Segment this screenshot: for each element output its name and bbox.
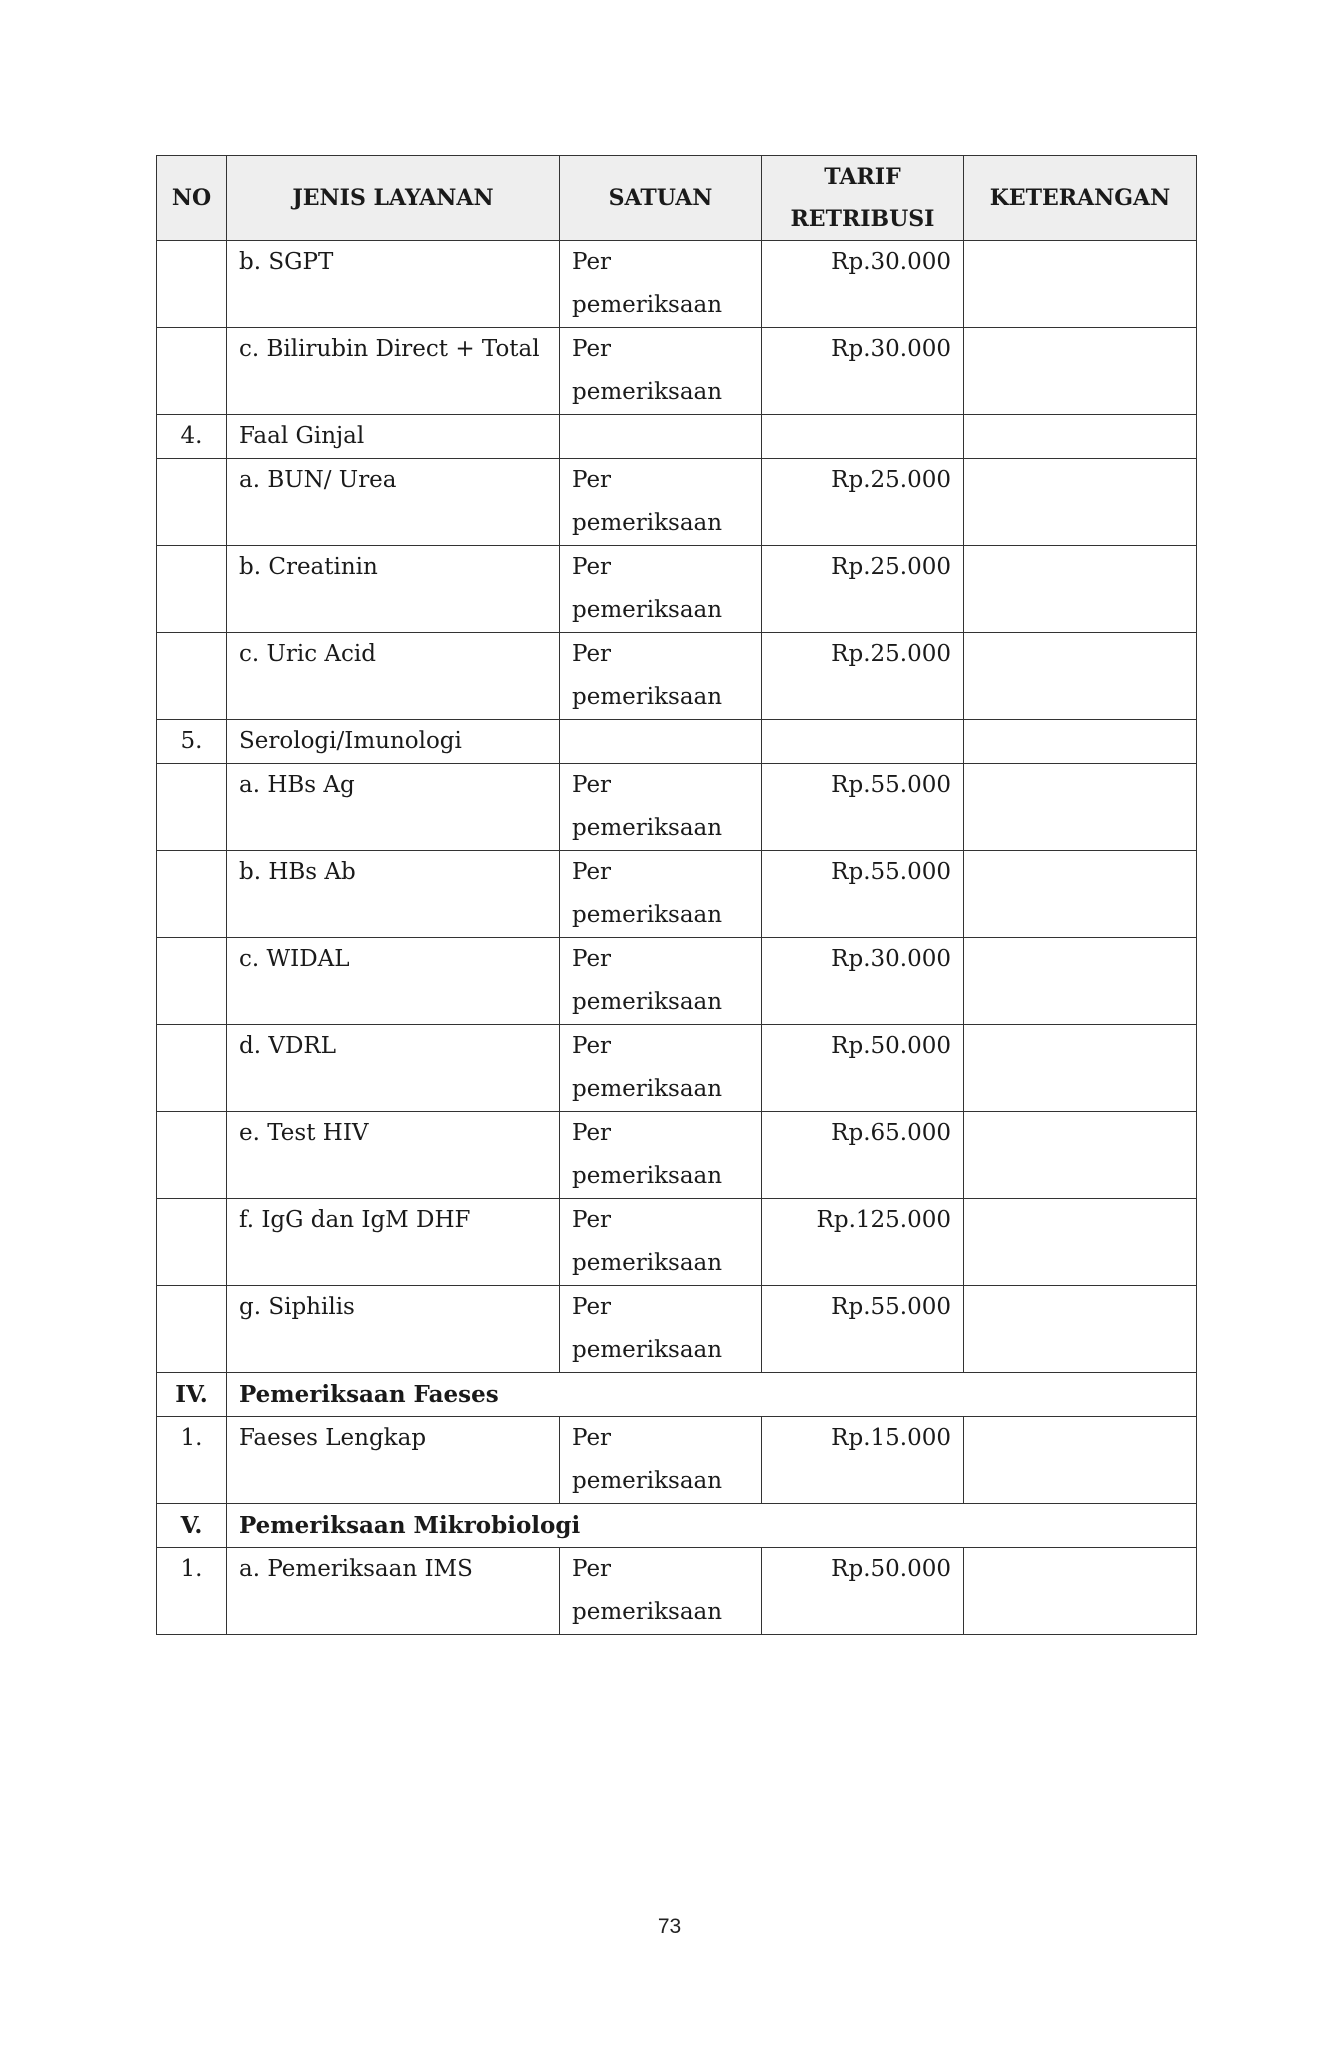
cell-no bbox=[157, 241, 227, 328]
cell-no: IV. bbox=[157, 1373, 227, 1417]
table-row bbox=[157, 1112, 1197, 1199]
cell-section-title: Pemeriksaan Mikrobiologi bbox=[227, 1504, 1197, 1548]
cell-jenis: d. VDRL bbox=[227, 1025, 560, 1112]
cell-jenis: b. Creatinin bbox=[227, 546, 560, 633]
table-row bbox=[157, 938, 1197, 1025]
cell-keterangan bbox=[964, 720, 1197, 764]
cell-jenis: c. Bilirubin Direct + Total bbox=[227, 328, 560, 415]
tariff-table bbox=[156, 155, 1197, 1635]
cell-tarif: Rp.50.000 bbox=[762, 1025, 964, 1112]
cell-jenis: Faeses Lengkap bbox=[227, 1417, 560, 1504]
cell-jenis: c. Uric Acid bbox=[227, 633, 560, 720]
table-row bbox=[157, 1025, 1197, 1112]
cell-tarif: Rp.25.000 bbox=[762, 546, 964, 633]
cell-keterangan bbox=[964, 1199, 1197, 1286]
cell-keterangan bbox=[964, 1112, 1197, 1199]
cell-satuan: Per pemeriksaan bbox=[560, 546, 762, 633]
cell-satuan: Per pemeriksaan bbox=[560, 241, 762, 328]
cell-keterangan bbox=[964, 1025, 1197, 1112]
cell-satuan: Per pemeriksaan bbox=[560, 938, 762, 1025]
cell-tarif: Rp.55.000 bbox=[762, 764, 964, 851]
cell-no bbox=[157, 851, 227, 938]
table-row bbox=[157, 851, 1197, 938]
cell-tarif: Rp.30.000 bbox=[762, 938, 964, 1025]
cell-tarif: Rp.30.000 bbox=[762, 328, 964, 415]
cell-keterangan bbox=[964, 546, 1197, 633]
table-row bbox=[157, 1548, 1197, 1635]
cell-no: 4. bbox=[157, 415, 227, 459]
cell-tarif bbox=[762, 415, 964, 459]
cell-no: 1. bbox=[157, 1548, 227, 1635]
cell-no: 1. bbox=[157, 1417, 227, 1504]
header-jenis-layanan: JENIS LAYANAN bbox=[227, 156, 560, 241]
cell-satuan: Per pemeriksaan bbox=[560, 1025, 762, 1112]
cell-jenis: f. IgG dan IgM DHF bbox=[227, 1199, 560, 1286]
table-row bbox=[157, 633, 1197, 720]
cell-tarif: Rp.25.000 bbox=[762, 633, 964, 720]
cell-keterangan bbox=[964, 459, 1197, 546]
cell-jenis: g. Siphilis bbox=[227, 1286, 560, 1373]
cell-no bbox=[157, 1286, 227, 1373]
cell-satuan: Per pemeriksaan bbox=[560, 633, 762, 720]
header-tarif-retribusi bbox=[762, 156, 964, 241]
header-keterangan: KETERANGAN bbox=[964, 156, 1197, 241]
cell-satuan: Per pemeriksaan bbox=[560, 764, 762, 851]
cell-tarif: Rp.30.000 bbox=[762, 241, 964, 328]
cell-keterangan bbox=[964, 1286, 1197, 1373]
cell-no: V. bbox=[157, 1504, 227, 1548]
cell-no bbox=[157, 459, 227, 546]
table-group-row bbox=[157, 415, 1197, 459]
cell-satuan: Per pemeriksaan bbox=[560, 1417, 762, 1504]
header-satuan: SATUAN bbox=[560, 156, 762, 241]
table-row bbox=[157, 1199, 1197, 1286]
table-row bbox=[157, 328, 1197, 415]
cell-no bbox=[157, 1199, 227, 1286]
cell-tarif: Rp.125.000 bbox=[762, 1199, 964, 1286]
cell-tarif: Rp.25.000 bbox=[762, 459, 964, 546]
cell-no bbox=[157, 546, 227, 633]
cell-jenis: Serologi/Imunologi bbox=[227, 720, 560, 764]
cell-keterangan bbox=[964, 851, 1197, 938]
table-section-row bbox=[157, 1373, 1197, 1417]
cell-satuan: Per pemeriksaan bbox=[560, 1548, 762, 1635]
cell-no bbox=[157, 328, 227, 415]
cell-jenis: b. SGPT bbox=[227, 241, 560, 328]
cell-no bbox=[157, 1025, 227, 1112]
cell-satuan: Per pemeriksaan bbox=[560, 459, 762, 546]
cell-jenis: e. Test HIV bbox=[227, 1112, 560, 1199]
cell-satuan bbox=[560, 415, 762, 459]
cell-satuan bbox=[560, 720, 762, 764]
page-number: 73 bbox=[657, 1915, 682, 1938]
table-group-row bbox=[157, 720, 1197, 764]
cell-tarif: Rp.55.000 bbox=[762, 1286, 964, 1373]
table-row bbox=[157, 546, 1197, 633]
cell-jenis: a. Pemeriksaan IMS bbox=[227, 1548, 560, 1635]
cell-no bbox=[157, 633, 227, 720]
cell-keterangan bbox=[964, 241, 1197, 328]
table-row bbox=[157, 1286, 1197, 1373]
table-row bbox=[157, 764, 1197, 851]
cell-satuan: Per pemeriksaan bbox=[560, 1112, 762, 1199]
table-section-row bbox=[157, 1504, 1197, 1548]
cell-tarif: Rp.50.000 bbox=[762, 1548, 964, 1635]
cell-jenis: a. BUN/ Urea bbox=[227, 459, 560, 546]
cell-no bbox=[157, 938, 227, 1025]
cell-tarif: Rp.15.000 bbox=[762, 1417, 964, 1504]
table-row bbox=[157, 241, 1197, 328]
cell-satuan: Per pemeriksaan bbox=[560, 1199, 762, 1286]
cell-no bbox=[157, 1112, 227, 1199]
cell-keterangan bbox=[964, 1417, 1197, 1504]
header-tarif-line2: RETRIBUSI bbox=[790, 206, 935, 232]
cell-jenis: b. HBs Ab bbox=[227, 851, 560, 938]
cell-keterangan bbox=[964, 328, 1197, 415]
cell-satuan: Per pemeriksaan bbox=[560, 1286, 762, 1373]
cell-keterangan bbox=[964, 633, 1197, 720]
table-row bbox=[157, 459, 1197, 546]
cell-satuan: Per pemeriksaan bbox=[560, 328, 762, 415]
cell-jenis: a. HBs Ag bbox=[227, 764, 560, 851]
cell-section-title: Pemeriksaan Faeses bbox=[227, 1373, 1197, 1417]
cell-no bbox=[157, 764, 227, 851]
table-row bbox=[157, 1417, 1197, 1504]
cell-jenis: c. WIDAL bbox=[227, 938, 560, 1025]
table-header-row bbox=[157, 156, 1197, 241]
header-tarif-line1: TARIF bbox=[824, 164, 901, 190]
cell-jenis: Faal Ginjal bbox=[227, 415, 560, 459]
cell-keterangan bbox=[964, 764, 1197, 851]
cell-no: 5. bbox=[157, 720, 227, 764]
cell-tarif: Rp.65.000 bbox=[762, 1112, 964, 1199]
cell-keterangan bbox=[964, 415, 1197, 459]
cell-tarif bbox=[762, 720, 964, 764]
header-no: NO bbox=[157, 156, 227, 241]
cell-tarif: Rp.55.000 bbox=[762, 851, 964, 938]
cell-satuan: Per pemeriksaan bbox=[560, 851, 762, 938]
cell-keterangan bbox=[964, 1548, 1197, 1635]
cell-keterangan bbox=[964, 938, 1197, 1025]
